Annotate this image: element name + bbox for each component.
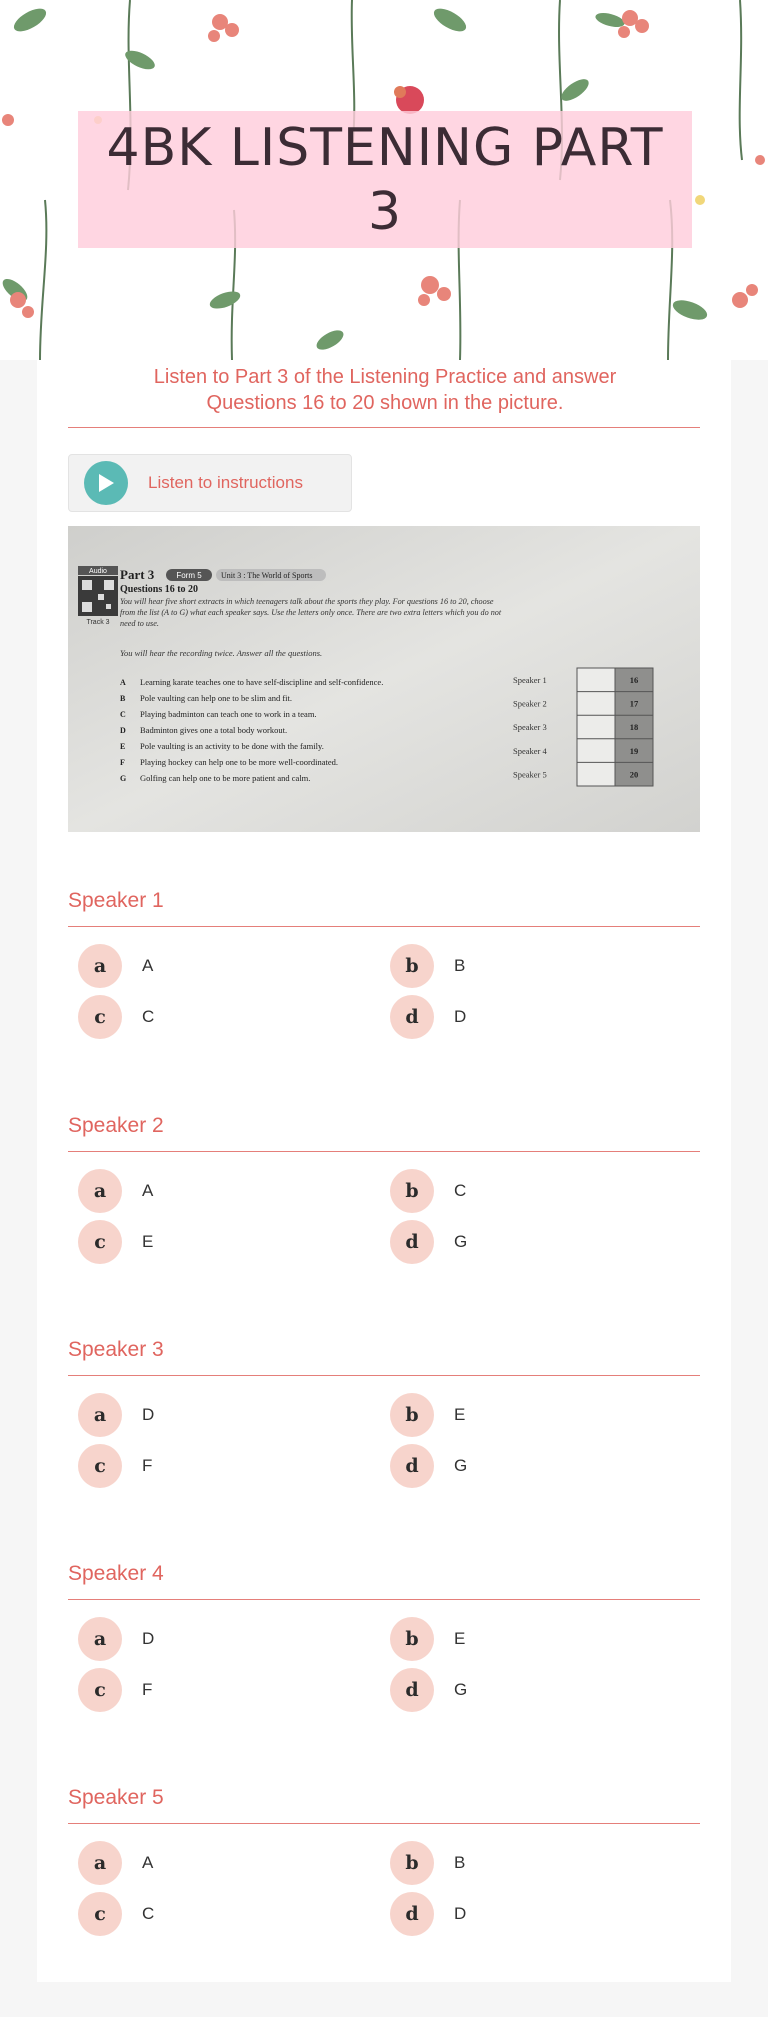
- option-d[interactable]: [380, 1891, 680, 1937]
- option-a[interactable]: [68, 1392, 368, 1438]
- option-text: E: [142, 1232, 154, 1251]
- option-text: C: [142, 1007, 155, 1026]
- option-key: b: [390, 1617, 434, 1661]
- question-speaker-5: [68, 1783, 700, 1934]
- pic-intro-3: need to use.: [120, 619, 159, 628]
- option-text: A: [142, 1181, 154, 1200]
- pic-twice: You will hear the recording twice. Answer all the questions.: [120, 648, 323, 658]
- option-c[interactable]: [68, 1443, 368, 1489]
- option-text: B: [454, 1853, 466, 1872]
- listen-instructions-button[interactable]: [68, 454, 352, 512]
- option-key: c: [78, 1220, 122, 1264]
- instructions-line-1: Listen to Part 3 of the Listening Practice and answer: [153, 366, 617, 388]
- option-a[interactable]: [68, 943, 368, 989]
- pic-intro-1: You will hear five short extracts in which teenagers talk about the sports they play. For questions 16 to 20, choose: [120, 597, 494, 606]
- question-title: Speaker 3: [68, 1338, 164, 1361]
- option-key: c: [78, 995, 122, 1039]
- pic-stmt-text: Learning karate teaches one to have self-discipline and self-confidence.: [140, 677, 384, 687]
- option-key: a: [78, 1617, 122, 1661]
- option-key: b: [390, 1169, 434, 1213]
- pic-speaker-num: 18: [629, 722, 639, 733]
- pic-speaker-num: 16: [629, 675, 639, 685]
- option-d[interactable]: [380, 1443, 680, 1489]
- pic-speaker-label: Speaker 4: [513, 745, 547, 756]
- pic-speaker-num: 20: [629, 769, 639, 780]
- option-text: G: [454, 1456, 468, 1475]
- option-text: D: [142, 1629, 155, 1648]
- options-grid: [68, 1152, 700, 1262]
- option-text: C: [142, 1904, 155, 1923]
- question-title: Speaker 4: [68, 1562, 164, 1585]
- pic-stmt-letter: D: [120, 726, 126, 735]
- question-title: Speaker 2: [68, 1114, 164, 1137]
- worksheet-card: [37, 360, 731, 1982]
- option-b[interactable]: [380, 1392, 680, 1438]
- textbook-picture: [68, 526, 700, 832]
- option-key: c: [78, 1668, 122, 1712]
- pic-part: Part 3: [120, 567, 155, 582]
- question-speaker-2: [68, 1111, 700, 1262]
- play-icon: [84, 461, 128, 505]
- options-grid: [68, 1600, 700, 1710]
- option-text: B: [454, 956, 466, 975]
- option-key: d: [390, 1668, 434, 1712]
- option-b[interactable]: [380, 1840, 680, 1886]
- pic-speaker-label: Speaker 2: [513, 698, 547, 709]
- instructions-line-2: Questions 16 to 20 shown in the picture.: [206, 392, 564, 414]
- question-speaker-4: [68, 1559, 700, 1710]
- option-key: d: [390, 995, 434, 1039]
- pic-stmt-letter: E: [120, 742, 126, 751]
- option-c[interactable]: [68, 994, 368, 1040]
- pic-intro-2: from the list (A to G) what each speaker says. Use the letters only once. There are two extra letters which you do not: [120, 608, 502, 617]
- question-speaker-3: [68, 1335, 700, 1486]
- pic-stmt-letter: B: [120, 694, 126, 703]
- pic-stmt-text: Golfing can help one to be more patient and calm.: [140, 773, 311, 783]
- option-text: G: [454, 1680, 468, 1699]
- option-d[interactable]: [380, 994, 680, 1040]
- option-text: A: [142, 1853, 154, 1872]
- pic-stmt-text: Badminton gives one a total body workout.: [140, 725, 288, 735]
- worksheet-header: [0, 0, 768, 360]
- instructions-text: [69, 360, 701, 416]
- pic-stmt-letter: A: [120, 678, 126, 687]
- option-a[interactable]: [68, 1168, 368, 1214]
- option-b[interactable]: [380, 1616, 680, 1662]
- option-b[interactable]: [380, 1168, 680, 1214]
- pic-stmt-letter: G: [120, 774, 127, 783]
- option-key: b: [390, 1841, 434, 1885]
- pic-stmt-letter: F: [120, 758, 125, 767]
- pic-question-range: Questions 16 to 20: [120, 584, 199, 595]
- question-title: Speaker 5: [68, 1786, 164, 1809]
- pic-speaker-label: Speaker 1: [513, 675, 547, 685]
- pic-speaker-num: 17: [629, 698, 639, 709]
- option-text: G: [454, 1232, 468, 1251]
- option-key: a: [78, 1169, 122, 1213]
- pic-form: Form 5: [176, 571, 202, 580]
- divider: [68, 427, 700, 428]
- options-grid: [68, 927, 700, 1037]
- pic-audio-badge: Audio: [89, 568, 107, 575]
- page-title: 4BK LISTENING PART 3: [106, 117, 664, 242]
- option-text: F: [142, 1456, 153, 1475]
- option-c[interactable]: [68, 1667, 368, 1713]
- option-key: a: [78, 1393, 122, 1437]
- pic-unit: Unit 3 : The World of Sports: [221, 571, 313, 580]
- option-key: c: [78, 1892, 122, 1936]
- option-key: b: [390, 944, 434, 988]
- options-grid: [68, 1376, 700, 1486]
- question-speaker-1: [68, 886, 700, 1037]
- pic-speaker-label: Speaker 3: [513, 722, 547, 733]
- option-c[interactable]: [68, 1219, 368, 1265]
- option-text: D: [454, 1007, 467, 1026]
- option-d[interactable]: [380, 1219, 680, 1265]
- pic-stmt-text: Playing badminton can teach one to work in a team.: [140, 709, 317, 719]
- option-b[interactable]: [380, 943, 680, 989]
- listen-instructions-label: Listen to instructions: [148, 473, 303, 492]
- pic-speaker-label: Speaker 5: [513, 769, 547, 780]
- question-title: Speaker 1: [68, 889, 164, 912]
- pic-stmt-letter: C: [120, 710, 126, 719]
- option-key: b: [390, 1393, 434, 1437]
- option-text: E: [454, 1405, 466, 1424]
- options-grid: [68, 1824, 700, 1934]
- option-key: a: [78, 944, 122, 988]
- option-c[interactable]: [68, 1891, 368, 1937]
- option-d[interactable]: [380, 1667, 680, 1713]
- pic-stmt-text: Pole vaulting can help one to be slim and fit.: [140, 693, 293, 703]
- option-text: D: [454, 1904, 467, 1923]
- option-key: c: [78, 1444, 122, 1488]
- pic-speaker-num: 19: [629, 745, 639, 756]
- option-text: E: [454, 1629, 466, 1648]
- pic-track: Track 3: [86, 619, 110, 626]
- option-text: A: [142, 956, 154, 975]
- pic-stmt-text: Playing hockey can help one to be more well-coordinated.: [140, 757, 339, 767]
- option-text: F: [142, 1680, 153, 1699]
- pic-stmt-text: Pole vaulting is an activity to be done with the family.: [140, 741, 324, 751]
- option-key: d: [390, 1892, 434, 1936]
- option-a[interactable]: [68, 1840, 368, 1886]
- title-banner: [78, 111, 692, 248]
- option-key: d: [390, 1220, 434, 1264]
- option-text: D: [142, 1405, 155, 1424]
- option-key: d: [390, 1444, 434, 1488]
- option-key: a: [78, 1841, 122, 1885]
- option-a[interactable]: [68, 1616, 368, 1662]
- option-text: C: [454, 1181, 467, 1200]
